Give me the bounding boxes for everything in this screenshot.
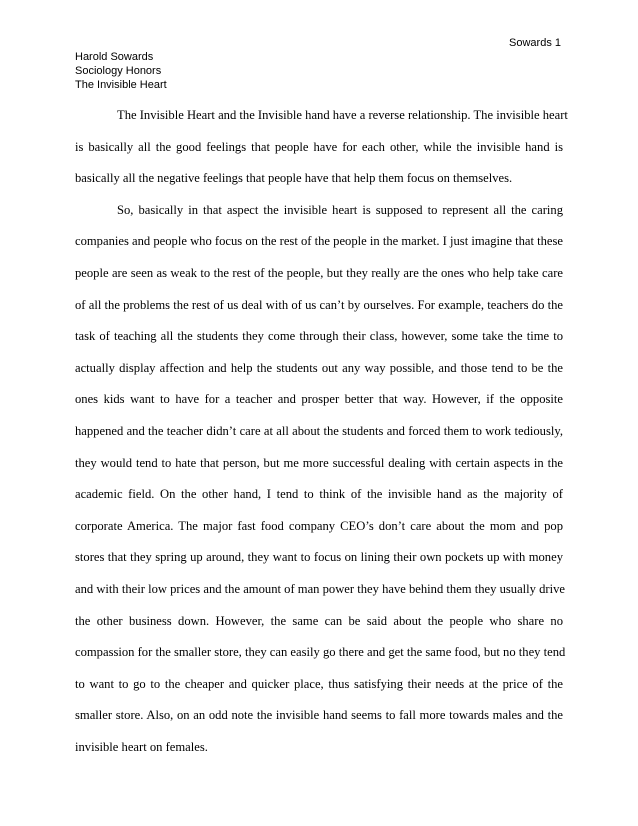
- document-header: [75, 50, 167, 92]
- paragraph-2-line: of all the problems the rest of us deal with of us can’t by ourselves. For example, teachers do the: [75, 297, 563, 312]
- author-name: Harold Sowards: [75, 51, 154, 63]
- paragraph-2-line: stores that they spring up around, they want to focus on lining their own pockets up with money: [75, 550, 563, 565]
- essay-body: [75, 100, 568, 763]
- paragraph-2-line: they would tend to hate that person, but me more successful dealing with certain aspects in the: [75, 455, 563, 470]
- paragraph-2-line: to want to go to the cheaper and quicker place, thus satisfying their needs at the price of the: [75, 676, 563, 691]
- page-number: Sowards 1: [509, 37, 561, 49]
- paragraph-2-line: actually display affection and help the students out any way possible, and those tend to be the: [75, 360, 563, 375]
- paragraph-2-line: and with their low prices and the amount of man power they have behind them they usually drive: [75, 581, 565, 596]
- paragraph-1-line: basically all the negative feelings that people have that help them focus on themselves.: [75, 171, 513, 186]
- course-name: Sociology Honors: [75, 65, 162, 77]
- paragraph-2-line: ones kids want to have for a teacher and prosper better that way. However, if the opposite: [75, 392, 563, 407]
- paragraph-1-line: The Invisible Heart and the Invisible hand have a reverse relationship. The invisible heart: [117, 108, 568, 122]
- paragraph-1: [75, 100, 568, 195]
- paragraph-2-line: smaller store. Also, on an odd note the invisible hand seems to fall more towards males and the: [75, 708, 563, 723]
- essay-title: The Invisible Heart: [75, 79, 167, 91]
- paragraph-2-line: academic field. On the other hand, I tend to think of the invisible hand as the majority of: [75, 487, 563, 502]
- paragraph-2-line: companies and people who focus on the rest of the people in the market. I just imagine that these: [75, 234, 563, 249]
- paragraph-2-line: compassion for the smaller store, they can easily go there and get the same food, but no they tend: [75, 645, 566, 660]
- paragraph-2-line: invisible heart on females.: [75, 739, 208, 754]
- paragraph-1-line: is basically all the good feelings that people have for each other, while the invisible hand is: [75, 139, 563, 154]
- paragraph-2-line: happened and the teacher didn’t care at all about the students and forced them to work tediously,: [75, 423, 563, 438]
- paragraph-2: [75, 195, 566, 764]
- paragraph-2-line: people are seen as weak to the rest of the people, but they really are the ones who help take care: [75, 265, 563, 280]
- paragraph-2-line: corporate America. The major fast food company CEO’s don’t care about the mom and pop: [75, 518, 563, 533]
- paragraph-2-line: the other business down. However, the same can be said about the people who share no: [75, 613, 563, 628]
- paragraph-2-line: So, basically in that aspect the invisible heart is supposed to represent all the caring: [117, 202, 563, 217]
- paragraph-2-line: task of teaching all the students they come through their class, however, some take the time to: [75, 329, 563, 344]
